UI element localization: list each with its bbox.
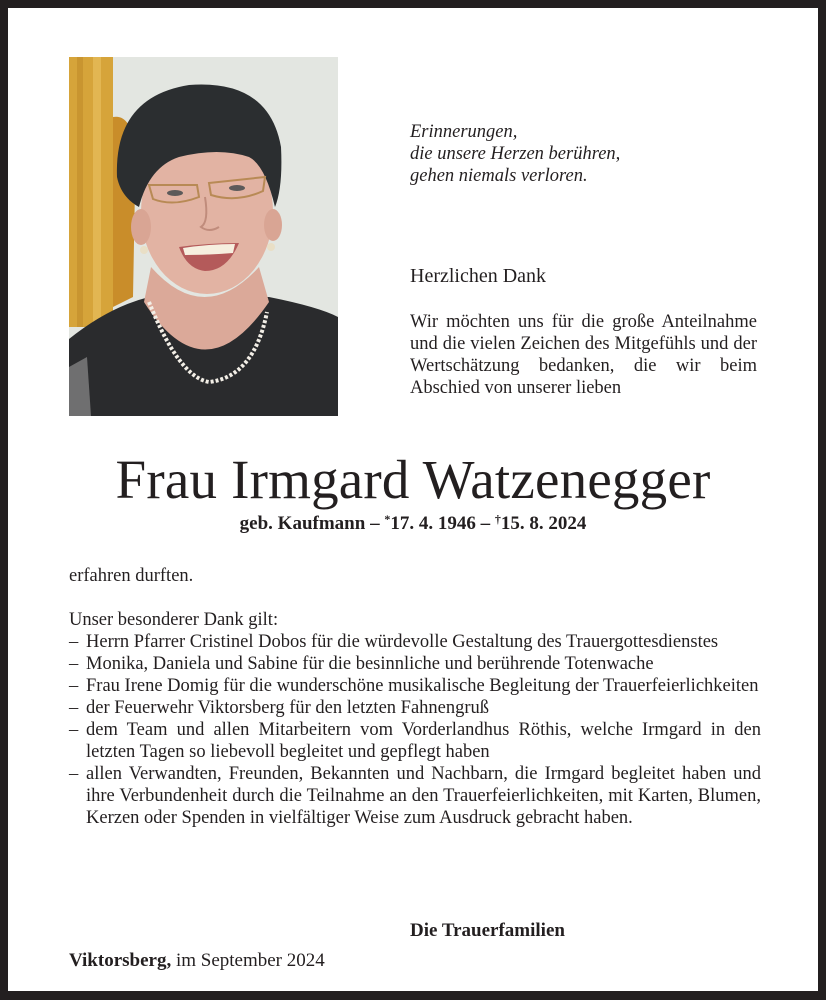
deceased-name: Frau Irmgard Watzenegger	[115, 449, 711, 510]
list-item-text: dem Team und allen Mitarbeitern vom Vorderlandhus Röthis, welche Irmgard in den letzten Tagen so liebevoll begleitet und gepflegt haben	[86, 720, 761, 762]
place: Viktorsberg,	[69, 950, 172, 971]
obituary-card	[8, 8, 818, 991]
thanks-heading: Herzlichen Dank	[410, 265, 547, 287]
list-item	[69, 675, 761, 697]
list-item	[69, 697, 761, 719]
continuation-text: erfahren durften.	[69, 566, 194, 586]
life-dates	[8, 512, 818, 536]
portrait-image	[69, 57, 338, 416]
birth-star-icon: *	[384, 512, 391, 526]
poem-line: Erinnerungen,	[410, 122, 518, 142]
date: im September 2024	[175, 950, 325, 971]
birth-date: 17. 4. 1946	[390, 513, 476, 534]
dash-bullet-icon: –	[69, 676, 79, 696]
death-cross-icon: †	[494, 512, 501, 526]
dash-bullet-icon: –	[69, 632, 79, 652]
place-date-line	[69, 949, 325, 973]
maiden-name: geb. Kaufmann	[239, 513, 366, 534]
signature: Die Trauerfamilien	[410, 920, 565, 941]
list-item	[69, 719, 761, 763]
list-item	[69, 631, 761, 653]
list-item-text: Frau Irene Domig für die wunderschöne musikalische Begleitung der Trauerfeierlichkeiten	[86, 676, 759, 696]
list-item-text: der Feuerwehr Viktorsberg für den letzten Fahnengruß	[86, 698, 490, 718]
list-item	[69, 653, 761, 675]
dash-bullet-icon: –	[69, 654, 79, 674]
thanks-paragraph: Wir möchten uns für die große Anteilnahme und die vielen Zeichen des Mitgefühls und der Wertschätzung bedanken, die wir beim Abschied von unserer lieben	[410, 312, 757, 398]
dash-bullet-icon: –	[69, 720, 79, 740]
list-item-text: Herrn Pfarrer Cristinel Dobos für die würdevolle Gestaltung des Trauergottesdienstes	[86, 632, 719, 652]
dash-bullet-icon: –	[69, 698, 79, 718]
dash-bullet-icon: –	[69, 764, 79, 784]
death-date: 15. 8. 2024	[500, 513, 587, 534]
thanks-body	[69, 565, 761, 829]
special-thanks-intro: Unser besonderer Dank gilt:	[69, 610, 279, 630]
list-item	[69, 763, 761, 829]
separator: –	[480, 513, 491, 534]
thanks-list	[69, 631, 761, 829]
memorial-poem	[410, 121, 620, 187]
list-item-text: allen Verwandten, Freunden, Bekannten und Nachbarn, die Irmgard begleitet haben und ihre Verbundenheit durch die Teilnahme an den Trauerfeierlichkeiten, mit Karten, Blumen, Kerzen oder Spenden in vielfältiger Weise zum Ausdruck gebracht haben.	[86, 764, 761, 828]
poem-line: die unsere Herzen berühren,	[410, 144, 621, 164]
portrait-photo	[69, 57, 338, 416]
list-item-text: Monika, Daniela und Sabine für die besinnliche und berührende Totenwache	[86, 654, 654, 674]
separator: –	[370, 513, 380, 534]
poem-line: gehen niemals verloren.	[410, 166, 588, 186]
